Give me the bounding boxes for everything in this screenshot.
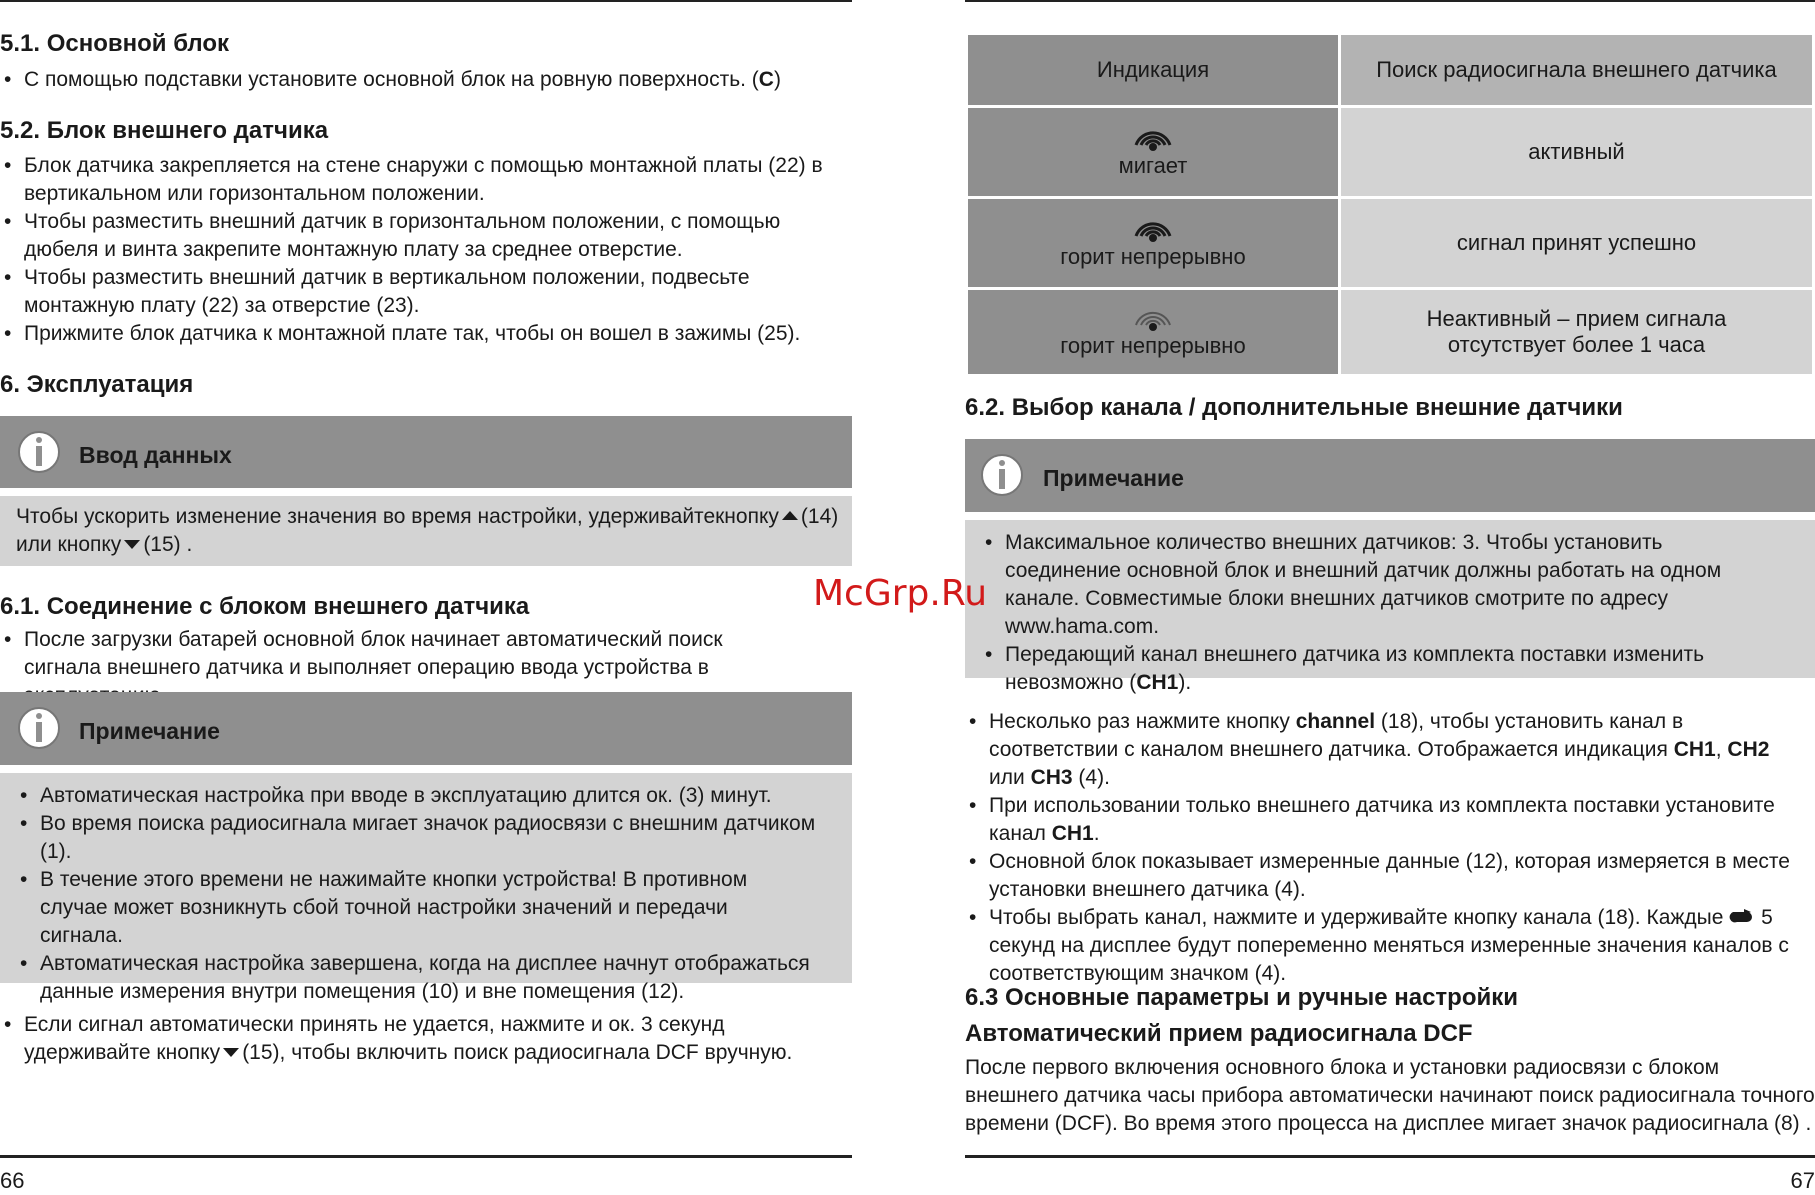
- table-header-cell: Индикация: [967, 34, 1340, 107]
- section-5-2-list: [0, 152, 852, 348]
- table-cell: [967, 198, 1340, 289]
- page-number: 67: [1790, 1168, 1815, 1193]
- note-box-header: [965, 439, 1815, 512]
- dcf-subheading: Автоматический прием радиосигнала DCF: [965, 1020, 1473, 1047]
- section-6-1-heading: 6.1. Соединение с блоком внешнего датчика: [0, 593, 530, 620]
- list-item: • Если сигнал автоматически принять не удается, нажмите и ок. 3 секунд удерживайте кнопку (15), чтобы включить поиск радиосигнала DCF вручную.: [0, 1011, 852, 1067]
- section-5-1-heading: 5.1. Основной блок: [0, 30, 230, 57]
- arrow-down-icon: [223, 1048, 239, 1057]
- channel-list: [965, 708, 1810, 988]
- note-box-list: [981, 529, 1781, 697]
- cycle-icon: [1729, 909, 1755, 925]
- list-item: • Максимальное количество внешних датчиков: 3. Чтобы установить соединение основной блок и внешний датчик должны работать на одном канале. Совместимые блоки внешних датчиков смотрите по адресу www.hama.com.: [981, 529, 1781, 641]
- section-6-3-heading: 6.3 Основные параметры и ручные настройки: [965, 984, 1519, 1011]
- state-label: горит непрерывно: [1060, 333, 1246, 358]
- list-item: • Несколько раз нажмите кнопку channel (18), чтобы установить канал в соответствии с каналом внешнего датчика. Отображается индикация CH1, CH2 или CH3 (4).: [965, 708, 1810, 792]
- dcf-paragraph: После первого включения основного блока и установки радиосвязи с блоком внешнего датчика часы прибора автоматически начинают поиск радиосигнала точного времени (DCF). Во время этого процесса на дисплее мигает значок радиосигнала (8) .: [965, 1056, 1815, 1135]
- table-header-cell: Поиск радиосигнала внешнего датчика: [1340, 34, 1814, 107]
- list-item: • Автоматическая настройка при вводе в эксплуатацию длится ок. (3) минут.: [16, 782, 816, 810]
- indicator-table: [965, 32, 1815, 377]
- list-item: • Во время поиска радиосигнала мигает значок радиосвязи с внешним датчиком (1).: [16, 810, 816, 866]
- note-box-body: [0, 773, 852, 1003]
- manual-search-list: [0, 1011, 852, 1067]
- list-item: • Чтобы разместить внешний датчик в горизонтальном положении, с помощью дюбеля и винта закрепите монтажную плату за среднее отверстие.: [0, 208, 852, 264]
- input-box-header: [0, 416, 852, 488]
- state-label: горит непрерывно: [1060, 244, 1246, 269]
- input-box-title: Ввод данных: [79, 442, 232, 468]
- info-icon: [18, 707, 60, 749]
- table-cell: Неактивный – прием сигнала отсутствует более 1 часа: [1340, 289, 1814, 376]
- top-rule: [965, 0, 1815, 2]
- list-item: • Автоматическая настройка завершена, когда на дисплее начнут отображаться данные измерения внутри помещения (10) и вне помещения (12).: [16, 950, 816, 1006]
- info-icon: [981, 454, 1023, 496]
- input-box-body: [0, 496, 852, 566]
- section-5-2-heading: 5.2. Блок внешнего датчика: [0, 117, 329, 144]
- table-header-row: [967, 34, 1814, 107]
- top-rule: [0, 0, 852, 2]
- list-item: • Прижмите блок датчика к монтажной плате так, чтобы он вошел в зажимы (25).: [0, 320, 852, 348]
- section-5-1-list: [0, 66, 852, 94]
- note-box-list: [16, 782, 816, 1006]
- note-box-title: Примечание: [79, 718, 220, 744]
- list-item: • Основной блок показывает измеренные данные (12), которая измеряется в месте установки внешнего датчика (4).: [965, 848, 1810, 904]
- table-cell: [967, 107, 1340, 198]
- table-cell: [967, 289, 1340, 376]
- list-item: • При использовании только внешнего датчика из комплекта поставки установите канал CH1.: [965, 792, 1810, 848]
- info-icon: [18, 431, 60, 473]
- list-item: • Чтобы разместить внешний датчик в вертикальном положении, подвесьте монтажную плату (22) за отверстие (23).: [0, 264, 852, 320]
- table-row: [967, 289, 1814, 376]
- page-number: 66: [0, 1168, 25, 1193]
- arrow-up-icon: [782, 511, 798, 520]
- section-6-2-heading: 6.2. Выбор канала / дополнительные внешние датчики: [965, 394, 1623, 421]
- arrow-down-icon: [124, 540, 140, 549]
- signal-weak-icon: [1133, 305, 1173, 331]
- table-cell: сигнал принят успешно: [1340, 198, 1814, 289]
- note-box-title: Примечание: [1043, 465, 1184, 491]
- list-item: • Блок датчика закрепляется на стене снаружи с помощью монтажной платы (22) в вертикальном или горизонтальном положении.: [0, 152, 852, 208]
- note-box-body: [965, 520, 1815, 694]
- table-cell: активный: [1340, 107, 1814, 198]
- note-box-header: [0, 692, 852, 765]
- state-label: мигает: [1118, 153, 1188, 178]
- list-item: • Передающий канал внешнего датчика из комплекта поставки изменить невозможно (CH1).: [981, 641, 1781, 697]
- table-row: [967, 107, 1814, 198]
- input-box-text: Чтобы ускорить изменение значения во время настройки, удерживайтекнопку (14) или кнопку (15) .: [16, 505, 839, 556]
- table-row: [967, 198, 1814, 289]
- list-item: • Чтобы выбрать канал, нажмите и удерживайте кнопку канала (18). Каждые 5 секунд на дисплее будут попеременно меняться измеренные значения каналов с соответствующим значком (4).: [965, 904, 1810, 988]
- signal-strong-icon: [1133, 216, 1173, 242]
- watermark: McGrp.Ru: [813, 573, 988, 614]
- list-item: • С помощью подставки установите основной блок на ровную поверхность. (C): [0, 66, 852, 94]
- list-item: • После загрузки батарей основной блок начинает автоматический поиск сигнала внешнего датчика и выполняет операцию ввода устройства в: [0, 626, 800, 710]
- bottom-rule: [965, 1155, 1815, 1158]
- signal-strong-icon: [1133, 125, 1173, 151]
- list-item: • В течение этого времени не нажимайте кнопки устройства! В противном случае может возникнуть сбой точной настройки значений и передачи сигнала.: [16, 866, 816, 950]
- section-6-heading: 6. Эксплуатация: [0, 371, 194, 398]
- bottom-rule: [0, 1155, 852, 1158]
